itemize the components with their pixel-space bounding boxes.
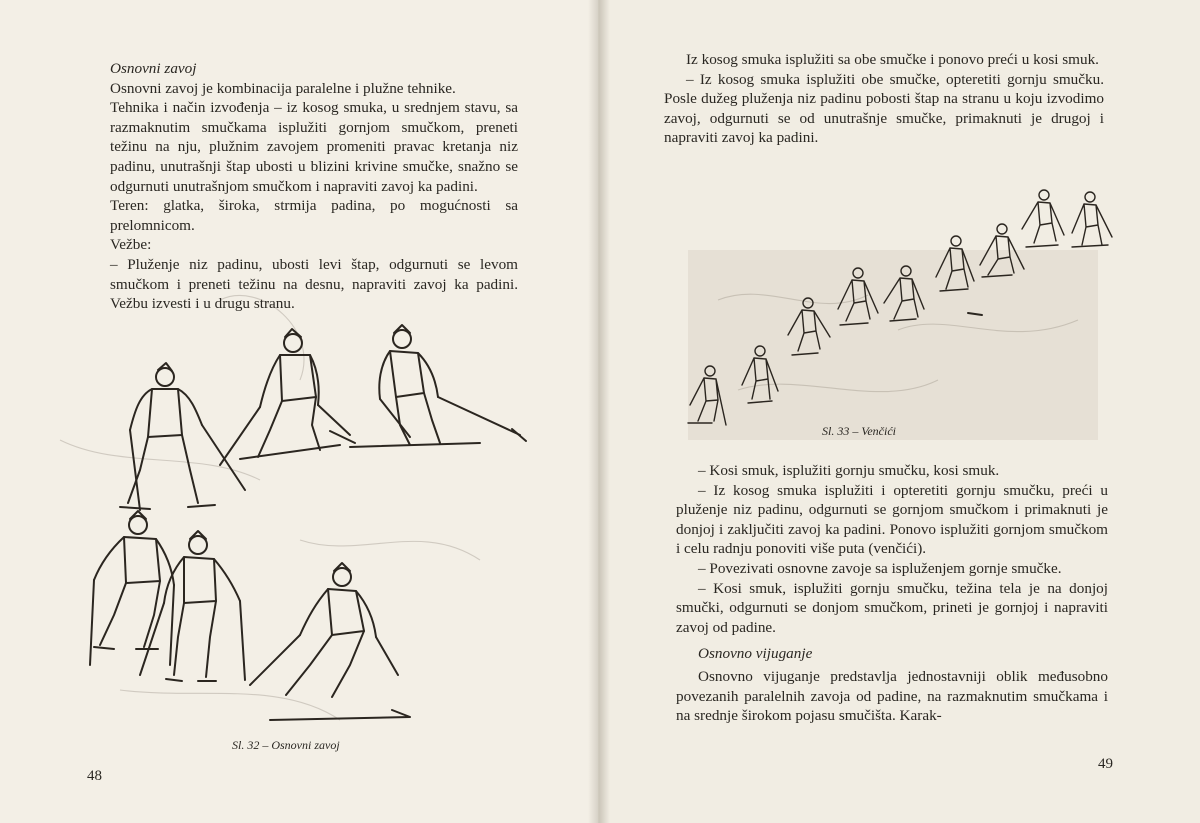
snow-mark: [968, 313, 982, 315]
book-gutter: [588, 0, 610, 823]
paragraph: – Iz kosog smuka isplužiti i opteretiti gornju smučku, preći u pluženje niz padinu, odgurnuti se gornjom smučkom i primaknuti je donjoj i zaključiti zavoj ka padini. Ponovo isplužiti gornjom smučkom i celu radnju ponoviti više puta (venčići).: [676, 481, 1108, 558]
skier-figure: [936, 236, 974, 291]
right-text-bottom: [676, 461, 1108, 726]
skier-figure: [688, 366, 726, 425]
skier-garland-illustration: [668, 185, 1128, 435]
skier-figure: [742, 346, 778, 403]
right-text-top: [664, 50, 1104, 148]
figure-caption: Sl. 33 – Venčići: [822, 424, 896, 438]
paragraph: Teren: glatka, široka, strmija padina, po mogućnosti sa prelomnicom.: [110, 197, 518, 234]
skier-figure: [220, 329, 355, 465]
skier-figure: [788, 298, 830, 355]
left-text: [110, 59, 518, 314]
page-number: 49: [1098, 756, 1113, 772]
paragraph: Vežbe:: [110, 236, 152, 254]
skier-figure: [250, 563, 410, 720]
paragraph: Osnovni zavoj je kombinacija paralelne i plužne tehnike.: [110, 79, 456, 97]
paragraph: – Kosi smuk, isplužiti gornju smučku, težina tela je na donjoj smučki, odgurnuti se donjom smučkom, prineti je gornjoj i napraviti zavoj od padine.: [676, 579, 1108, 636]
skier-figure: [120, 363, 245, 510]
skier-figure: [1022, 190, 1064, 247]
skier-figure: [350, 325, 526, 447]
skier-figure: [884, 266, 924, 321]
figure-caption: Sl. 32 – Osnovni zavoj: [232, 738, 340, 752]
paragraph: – Kosi smuk, isplužiti gornju smučku, kosi smuk.: [698, 462, 1000, 479]
skier-figure: [1072, 192, 1112, 247]
skier-figure: [90, 511, 174, 665]
paragraph: – Pluženje niz padinu, ubosti levi štap, odgurnuti se levom smučkom i preneti težinu na desnu, napraviti zavoj ka padini. Vežbu izvesti i u drugu stranu.: [110, 255, 518, 313]
paragraph: Tehnika i način izvođenja – iz kosog smuka, u srednjem stavu, sa razmaknutim smučkama isplužiti gornjom smučkom, preneti težinu na nju, plužnim zavojem promeniti pravac kretanja niz padinu, unutrašnji štap ubosti u blizini krivine smučke, snažno se odgurnuti unutrašnjom smučkom i napraviti zavoj ka padini.: [110, 99, 518, 195]
paragraph: Iz kosog smuka isplužiti sa obe smučke i ponovo preći u kosi smuk.: [686, 51, 1099, 68]
page-number: 48: [87, 768, 102, 784]
section-heading: Osnovno vijuganje: [698, 645, 813, 663]
skier-sequence-illustration: [80, 325, 580, 745]
skier-figure: [838, 268, 878, 325]
section-heading: Osnovni zavoj: [110, 60, 197, 77]
paragraph: – Povezivati osnovne zavoje sa ispluženjem gornje smučke.: [698, 559, 1062, 577]
skier-figure: [980, 224, 1024, 277]
right-page: [598, 0, 1200, 823]
left-page: [0, 0, 598, 823]
paragraph: – Iz kosog smuka isplužiti obe smučke, opteretiti gornju smučku. Posle dužeg pluženja niz padinu pobosti štap na stranu u koju izvodimo zavoj, odgurnuti se od unutrašnje smučke, primaknuti je drugoj i napraviti zavoj ka padini.: [664, 70, 1104, 147]
paragraph: Osnovno vijuganje predstavlja jednostavniji oblik međusobno povezanih paralelnih zavoja od padine, na razmaknutim smučkama i na srednje širokom pojasu smučišta. Karak-: [676, 667, 1108, 725]
